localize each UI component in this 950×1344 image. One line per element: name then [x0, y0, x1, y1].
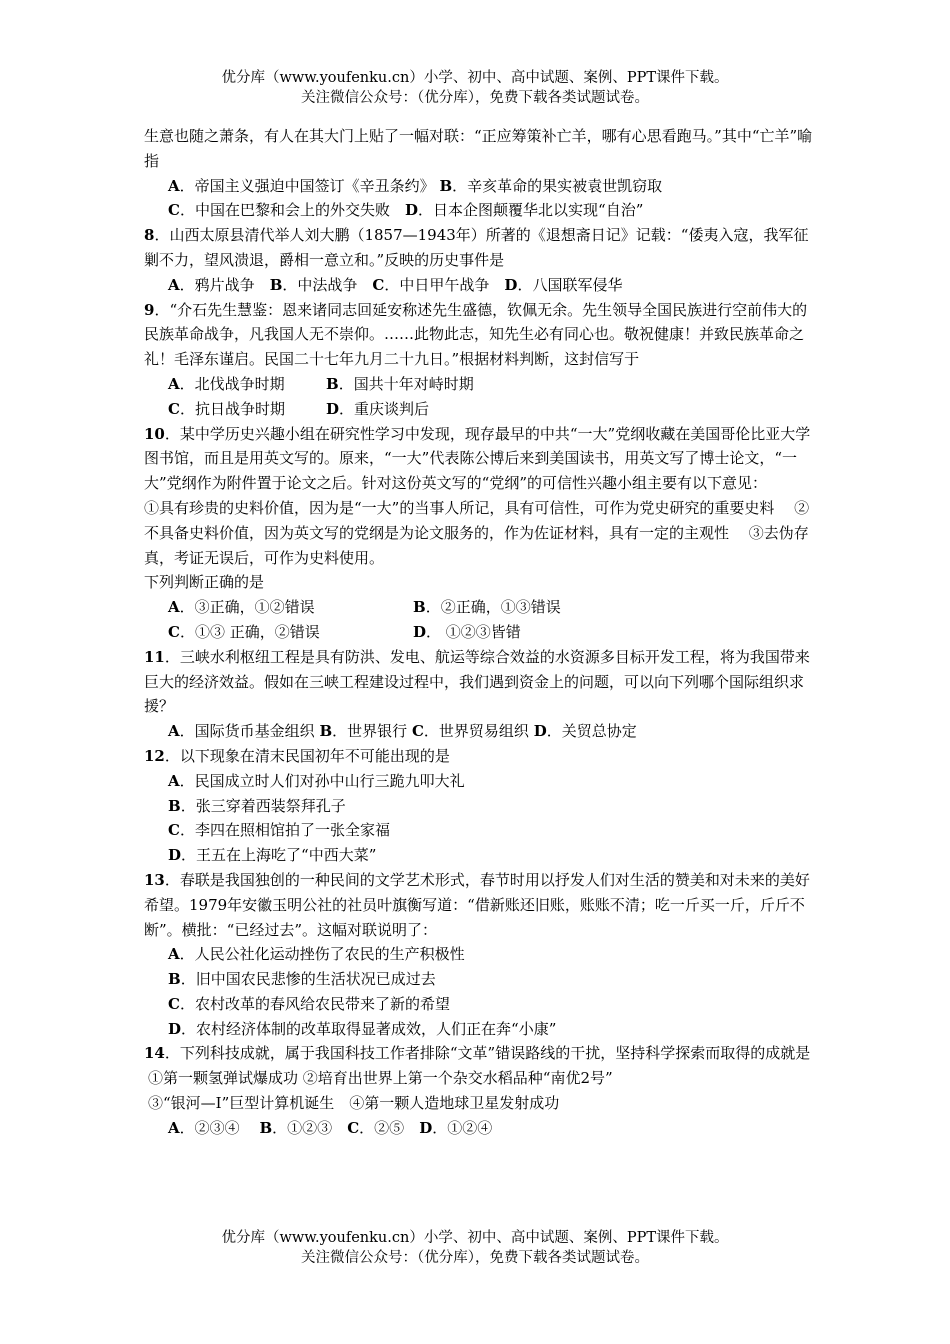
option-a: ②③④	[194, 1118, 240, 1137]
question-13-stem: 13．春联是我国独创的一种民间的文学艺术形式，春节时用以抒发人们对生活的赞美和对未来的美好希望。1979年安徽玉明公社的社员叶旗衡写道：“借新账还旧账，账账不清；吃一斤买一斤，斤斤不断”。横批：“已经过去”。这幅对联说明了：	[144, 870, 810, 939]
question-8-stem: 8．山西太原县清代举人刘大鹏（1857—1943年）所著的《退想斋日记》记载：“倭夷入寇，我军征剿不力，望风溃退，爵相一意立和。”反映的历史事件是	[144, 226, 809, 269]
question-number: 10	[144, 424, 165, 443]
question-10-stem: 10．某中学历史兴趣小组在研究性学习中发现，现存最早的中共“一大”党纲收藏在美国哥伦比亚大学图书馆，而且是用英文写的。原来，“一大”代表陈公博后来到美国读书，用英文写了博士论文，“一大”党纲作为附件置于论文之后。针对这份英文写的“党纲”的可信性兴趣小组主要有以下意见：	[144, 424, 811, 493]
option-a: 国际货币基金组织	[194, 722, 315, 741]
option-c: 中国在巴黎和会上的外交失败	[194, 201, 390, 220]
option-d: 八国联军侵华	[532, 275, 623, 294]
question-number: 14	[144, 1044, 165, 1063]
question-13-option-d: D．农村经济体制的改革取得显著成效，人们正在奔“小康”	[168, 1019, 557, 1038]
option-b: 世界银行	[347, 722, 408, 741]
option-b: 辛亥革命的果实被袁世凯窃取	[467, 176, 663, 195]
option-c: ①③ 正确，②错误	[194, 622, 320, 641]
question-7-options-row2: C．中国在巴黎和会上的外交失败 D．日本企图颠覆华北以实现“自治”	[168, 201, 644, 220]
question-10	[144, 422, 814, 645]
question-10-views: ①具有珍贵的史料价值，因为是“一大”的当事人所记，具有可信性，可作为党史研究的重要史料 ②不具备史料价值，因为英文写的党纲是为论文服务的，作为佐证材料，具有一定的主观性 ③去伪存真，考证无误后，可作为史料使用。	[144, 498, 810, 567]
option-d: ①②④	[447, 1118, 493, 1137]
question-13-option-a: A．人民公社化运动挫伤了农民的生产积极性	[168, 945, 465, 964]
question-12-option-b: B．张三穿着西装祭拜孔子	[168, 796, 346, 815]
question-number: 8	[144, 226, 155, 245]
option-c: 世界贸易组织	[438, 722, 529, 741]
question-number: 12	[144, 746, 165, 765]
question-9	[144, 298, 814, 422]
question-14-items-2: ③“银河—Ⅰ”巨型计算机诞生 ④第一颗人造地球卫星发射成功	[148, 1094, 560, 1113]
question-9-stem: 9．“介石先生慧鉴：恩来诸同志回延安称述先生盛德，钦佩无余。先生领导全国民族进行空前伟大的民族革命战争，凡我国人无不崇仰。……此物此志，知先生必有同心也。敬祝健康！并致民族革命之礼！毛泽东谨启。民国二十七年九月二十九日。”根据材料判断，这封信写于	[144, 300, 808, 369]
question-number: 9	[144, 300, 155, 319]
option-c: 抗日战争时期	[194, 399, 285, 418]
option-b: 国共十年对峙时期	[353, 374, 474, 393]
option-a: 帝国主义强迫中国签订《辛丑条约》	[194, 176, 435, 195]
option-b: ②正确，①③错误	[440, 598, 561, 617]
question-7-stem: 生意也随之萧条，有人在其大门上贴了一幅对联：“正应筹策补亡羊，哪有心思看跑马。”其中“亡羊”喻指	[144, 127, 813, 170]
question-12	[144, 744, 814, 868]
question-13-option-b: B．旧中国农民悲惨的生活状况已成过去	[168, 970, 436, 989]
question-13-option-c: C．农村改革的春风给农民带来了新的希望	[168, 994, 450, 1013]
question-9-options-row1: A．北伐战争时期 B．国共十年对峙时期	[168, 374, 474, 393]
option-a: ③正确，①②错误	[194, 598, 315, 617]
option-d: ①②③皆错	[441, 622, 521, 641]
option-a: 鸦片战争	[194, 275, 255, 294]
question-10-options-row1: A．③正确，①②错误 B．②正确，①③错误	[168, 598, 561, 617]
question-12-stem: 12．以下现象在清末民国初年不可能出现的是	[144, 746, 450, 765]
question-7-options-row1: A．帝国主义强迫中国签订《辛丑条约》 B．辛亥革命的果实被袁世凯窃取	[168, 176, 663, 195]
option-a: 北伐战争时期	[194, 374, 285, 393]
question-12-option-a: A．民国成立时人们对孙中山行三跪九叩大礼	[168, 771, 465, 790]
option-d: 关贸总协定	[561, 722, 637, 741]
footer-line-2: 关注微信公众号：（优分库），免费下载各类试题试卷。	[301, 1250, 649, 1266]
question-10-prompt: 下列判断正确的是	[144, 573, 265, 592]
page-header	[0, 68, 950, 108]
question-number: 11	[144, 647, 165, 666]
question-14	[144, 1041, 814, 1140]
option-b: 中法战争	[297, 275, 358, 294]
question-10-options-row2: C．①③ 正确，②错误 D． ①②③皆错	[168, 622, 521, 641]
question-14-items-1: ①第一颗氢弹试爆成功 ②培育出世界上第一个杂交水稻品种“南优2号”	[148, 1069, 613, 1088]
option-c: 中日甲午战争	[399, 275, 490, 294]
question-content	[144, 124, 814, 1141]
question-8-options: A．鸦片战争 B．中法战争 C．中日甲午战争 D．八国联军侵华	[168, 275, 623, 294]
question-12-option-c: C．李四在照相馆拍了一张全家福	[168, 821, 390, 840]
question-9-options-row2: C．抗日战争时期 D．重庆谈判后	[168, 399, 430, 418]
question-8	[144, 223, 814, 297]
question-14-options: A．②③④ B．①②③ C．②⑤ D．①②④	[168, 1118, 493, 1137]
option-d: 重庆谈判后	[354, 399, 430, 418]
footer-line-1: 优分库（www.youfenku.cn）小学、初中、高中试题、案例、PPT课件下载。	[221, 1230, 729, 1246]
question-13	[144, 868, 814, 1042]
question-12-option-d: D．王五在上海吃了“中西大菜”	[168, 846, 377, 865]
header-line-1: 优分库（www.youfenku.cn）小学、初中、高中试题、案例、PPT课件下载。	[221, 70, 729, 86]
option-d: 日本企图颠覆华北以实现“自治”	[433, 201, 644, 220]
question-11-options: A．国际货币基金组织 B．世界银行 C．世界贸易组织 D．关贸总协定	[168, 722, 637, 741]
question-14-stem: 14．下列科技成就，属于我国科技工作者排除“文革”错误路线的干扰，坚持科学探索而取得的成就是	[144, 1044, 811, 1063]
question-number: 13	[144, 870, 165, 889]
option-c: ②⑤	[374, 1118, 405, 1137]
page-footer	[0, 1228, 950, 1268]
question-11	[144, 645, 814, 744]
question-7	[144, 124, 814, 223]
question-11-stem: 11．三峡水利枢纽工程是具有防洪、发电、航运等综合效益的水资源多目标开发工程，将为我国带来巨大的经济效益。假如在三峡工程建设过程中，我们遇到资金上的问题，可以向下列哪个国际组织求援？	[144, 647, 810, 716]
header-line-2: 关注微信公众号：（优分库），免费下载各类试题试卷。	[301, 90, 649, 106]
option-b: ①②③	[287, 1118, 333, 1137]
